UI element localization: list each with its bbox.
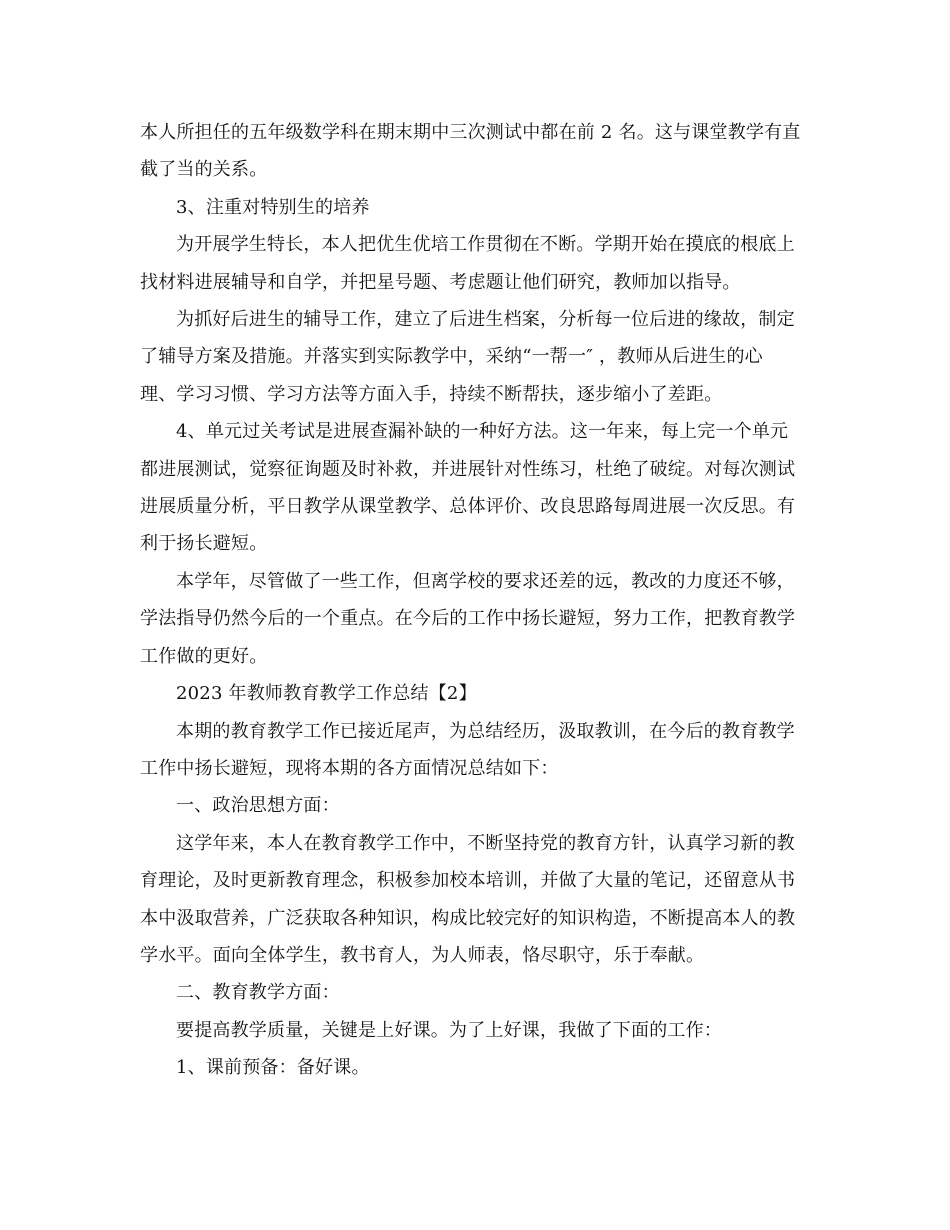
text-line: 都进展测试，觉察征询题及时补救，并进展针对性练习，杜绝了破绽。对每次测试 [140, 458, 796, 480]
document-title [140, 675, 812, 712]
text-line: 学水平。面向全体学生，教书育人，为人师表，恪尽职守，乐于奉献。 [140, 944, 705, 966]
paragraph [140, 825, 812, 975]
section-heading [140, 1049, 812, 1086]
paragraph [140, 114, 812, 189]
text-line: 2023 年教师教育教学工作总结【2】 [176, 683, 477, 705]
document-body [140, 114, 812, 1087]
section-heading [140, 189, 812, 226]
text-line: 一、政治思想方面： [176, 795, 340, 817]
paragraph [140, 413, 812, 563]
text-line: 利于扬长避短。 [140, 533, 268, 555]
paragraph [140, 1012, 812, 1049]
paragraph [140, 563, 812, 675]
text-line: 了辅导方案及措施。并落实到实际教学中，采纳“一帮一″ ，教师从后进生的心 [140, 346, 763, 368]
text-line: 进展质量分析，平日教学从课堂教学、总体评价、改良思路每周进展一次反思。有 [140, 496, 796, 518]
text-line: 为抓好后进生的辅导工作，建立了后进生档案，分析每一位后进的缘故，制定 [176, 309, 795, 331]
text-line: 理、学习习惯、学习方法等方面入手，持续不断帮扶，逐步缩小了差距。 [140, 383, 723, 405]
text-line: 学法指导仍然今后的一个重点。在今后的工作中扬长避短，努力工作，把教育教学 [140, 608, 796, 630]
text-line: 找材料进展辅导和自学，并把星号题、考虑题让他们研究，教师加以指导。 [140, 271, 741, 293]
text-line: 为开展学生特长，本人把优生优培工作贯彻在不断。学期开始在摸底的根底上 [176, 234, 795, 256]
text-line: 本期的教育教学工作已接近尾声，为总结经历，汲取教训，在今后的教育教学 [176, 720, 795, 742]
text-line: 截了当的关系。 [140, 159, 268, 181]
text-line: 这学年来，本人在教育教学工作中，不断坚持党的教育方针，认真学习新的教 [176, 832, 795, 854]
text-line: 本人所担任的五年级数学科在期末期中三次测试中都在前 2 名。这与课堂教学有直 [140, 122, 801, 143]
text-line: 育理论，及时更新教育理念，积极参加校本培训，并做了大量的笔记，还留意从书 [140, 870, 796, 892]
text-line: 二、教育教学方面： [176, 982, 340, 1004]
paragraph [140, 713, 812, 788]
paragraph [140, 301, 812, 413]
text-line: 工作中扬长避短，现将本期的各方面情况总结如下： [140, 757, 559, 779]
text-line: 4、单元过关考试是进展查漏补缺的一种好方法。这一年来，每上完一个单元 [176, 421, 789, 443]
section-heading [140, 787, 812, 824]
section-heading [140, 974, 812, 1011]
text-line: 本学年，尽管做了一些工作，但离学校的要求还差的远，教改的力度还不够， [176, 570, 795, 592]
text-line: 工作做的更好。 [140, 645, 268, 667]
text-line: 本中汲取营养，广泛获取各种知识，构成比较完好的知识构造，不断提高本人的教 [140, 907, 796, 929]
text-line: 3、注重对特别生的培养 [176, 196, 370, 218]
paragraph [140, 226, 812, 301]
text-line: 1、课前预备：备好课。 [176, 1057, 370, 1079]
text-line: 要提高教学质量，关键是上好课。为了上好课，我做了下面的工作： [176, 1019, 722, 1041]
